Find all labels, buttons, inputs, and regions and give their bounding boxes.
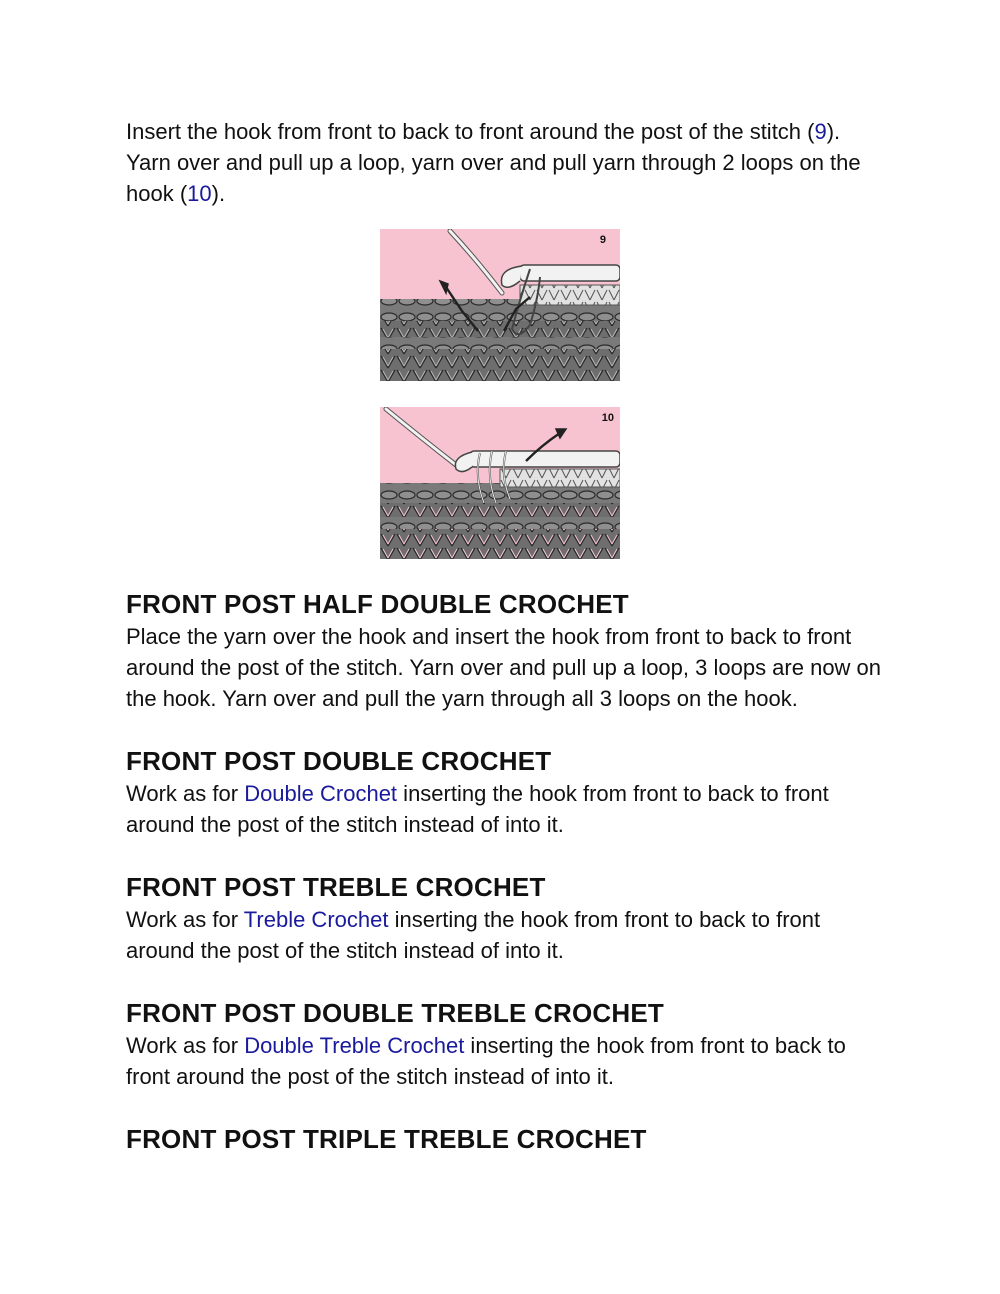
paragraph-front-post-half-double-crochet: Place the yarn over the hook and insert the hook from front to back to front around the post of the stitch. Yarn over and pull up a loop, 3 loops are now on the hook. Yarn over and pull the yarn through all 3 loops on the hook. — [126, 624, 882, 711]
stitch-row-middle — [380, 337, 620, 349]
paragraph-front-post-double-treble-crochet: Work as for Double Treble Crochet inserting the hook from front to back to front around the post of the stitch instead of into it. — [126, 1033, 846, 1089]
heading-front-post-double-crochet: FRONT POST DOUBLE CROCHET — [126, 746, 552, 776]
heading-front-post-half-double-crochet: FRONT POST HALF DOUBLE CROCHET — [126, 589, 629, 619]
crochet-hook — [520, 265, 620, 281]
page-content — [126, 116, 886, 1156]
link-double-treble-crochet[interactable]: Double Treble Crochet — [244, 1033, 465, 1058]
post-stitches — [500, 469, 620, 487]
intro-paragraph: Insert the hook from front to back to front around the post of the stitch (9). Yarn over and pull up a loop, yarn over and pull yarn through 2 loops on the hook (10). — [126, 119, 861, 206]
figure-number: 9 — [599, 234, 606, 246]
paragraph-front-post-double-crochet: Work as for Double Crochet inserting the hook from front to back to front around the post of the stitch instead of into it. — [126, 781, 829, 837]
heading-front-post-double-treble-crochet: FRONT POST DOUBLE TREBLE CROCHET — [126, 998, 664, 1028]
link-treble-crochet[interactable]: Treble Crochet — [243, 907, 389, 932]
figure-link-10[interactable]: 10 — [187, 181, 212, 206]
paragraph-front-post-treble-crochet: Work as for Treble Crochet inserting the hook from front to back to front around the post of the stitch instead of into it. — [126, 907, 821, 963]
heading-front-post-triple-treble-crochet: FRONT POST TRIPLE TREBLE CROCHET — [126, 1124, 647, 1154]
link-double-crochet[interactable]: Double Crochet — [244, 781, 398, 806]
crochet-step-10-illustration — [380, 407, 620, 559]
heading-front-post-treble-crochet: FRONT POST TREBLE CROCHET — [126, 872, 546, 902]
stitch-row-middle — [380, 517, 620, 529]
figure-link-9[interactable]: 9 — [814, 119, 827, 144]
post-stitches — [520, 285, 620, 305]
figure-number: 10 — [601, 412, 614, 424]
crochet-step-9-illustration — [380, 229, 620, 381]
